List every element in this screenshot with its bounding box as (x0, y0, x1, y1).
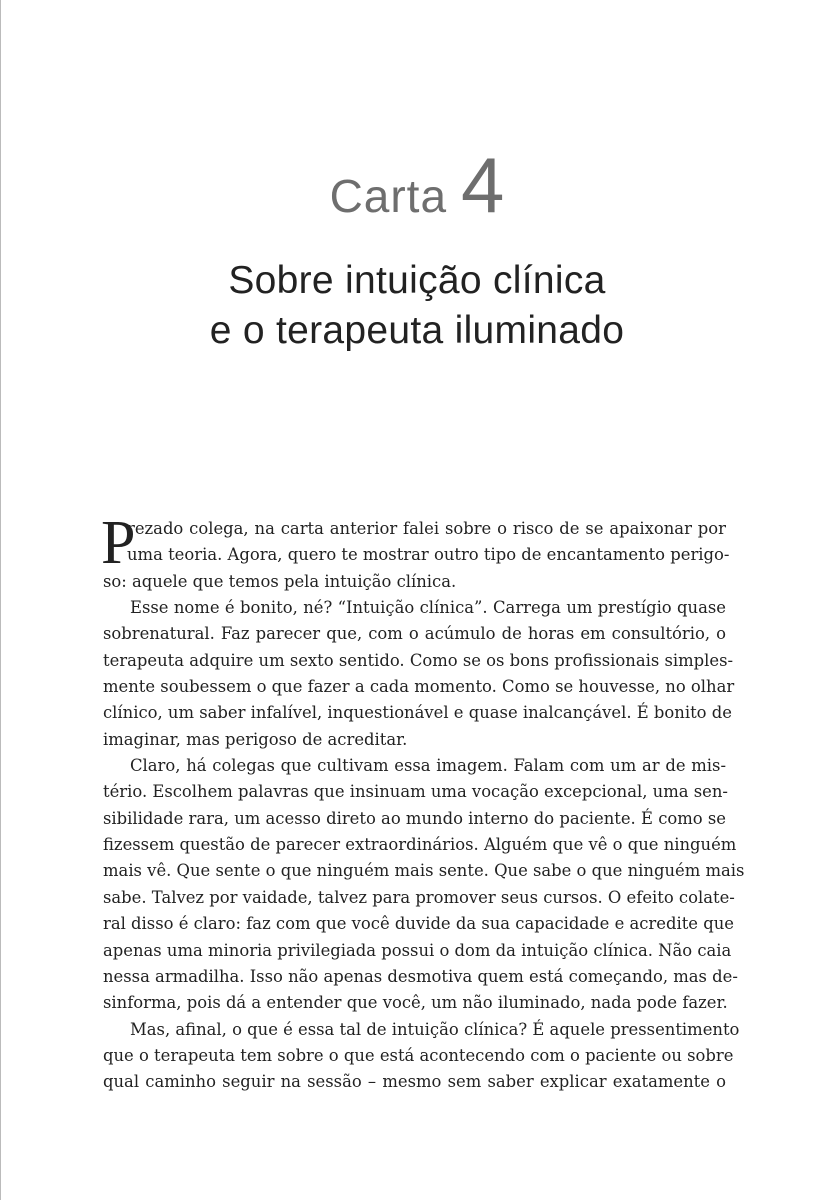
text-line: uma teoria. Agora, quero te mostrar outro tipo de encantamento perigo- (127, 545, 730, 565)
text-line: rezado colega, na carta anterior falei sobre o risco de se apaixonar por (127, 519, 726, 538)
chapter-title-line: Sobre intuição clínica (228, 259, 606, 302)
text-line: mente soubessem o que fazer a cada momento. Como se houvesse, no olhar (103, 677, 735, 697)
text-line: fizessem questão de parecer extraordinários. Alguém que vê o que ninguém (103, 835, 737, 855)
text-line: qual caminho seguir na sessão – mesmo sem saber explicar exatamente o (103, 1072, 726, 1092)
text-line: que o terapeuta tem sobre o que está acontecendo com o paciente ou sobre (103, 1045, 734, 1065)
text-line: sibilidade rara, um acesso direto ao mundo interno do paciente. É como se (103, 808, 726, 828)
text-line: nessa armadilha. Isso não apenas desmotiva quem está começando, mas de- (103, 966, 738, 986)
paragraph (103, 753, 745, 1016)
paragraph (103, 1017, 740, 1096)
text-line: sobrenatural. Faz parecer que, com o acúmulo de horas em consultório, o (103, 624, 726, 644)
chapter-heading (1, 140, 832, 231)
text-line: imaginar, mas perigoso de acreditar. (103, 729, 408, 749)
chapter-number: 4 (461, 141, 505, 229)
text-line: mais vê. Que sente o que ninguém mais sente. Que sabe o que ninguém mais (103, 861, 745, 881)
text-line: sabe. Talvez por vaidade, talvez para promover seus cursos. O efeito colate- (103, 887, 735, 907)
text-line: so: aquele que temos pela intuição clínica. (103, 571, 457, 591)
text-line: Claro, há colegas que cultivam essa imagem. Falam com um ar de mis- (130, 756, 726, 776)
text-line: terapeuta adquire um sexto sentido. Como se os bons profissionais simples- (103, 650, 734, 670)
text-line: apenas uma minoria privilegiada possui o dom da intuição clínica. Não caia (103, 940, 732, 960)
text-line: clínico, um saber infalível, inquestionável e quase inalcançável. É bonito de (103, 703, 732, 723)
chapter-title-line: e o terapeuta iluminado (209, 309, 625, 352)
text-line: ral disso é claro: faz com que você duvide da sua capacidade e acredite que (103, 914, 734, 934)
paragraph (103, 595, 735, 753)
chapter-label: Carta (329, 170, 448, 222)
text-line: Esse nome é bonito, né? “Intuição clínica”. Carrega um prestígio quase (130, 598, 726, 618)
text-line: sinforma, pois dá a entender que você, um não iluminado, nada pode fazer. (103, 993, 728, 1013)
drop-cap: P (101, 509, 136, 577)
text-line: Mas, afinal, o que é essa tal de intuição clínica? É aquele pressentimento (130, 1019, 740, 1039)
paragraph (101, 509, 730, 595)
body-text (101, 509, 745, 1096)
chapter-title (1, 256, 832, 356)
text-line: tério. Escolhem palavras que insinuam uma vocação excepcional, uma sen- (103, 782, 728, 802)
